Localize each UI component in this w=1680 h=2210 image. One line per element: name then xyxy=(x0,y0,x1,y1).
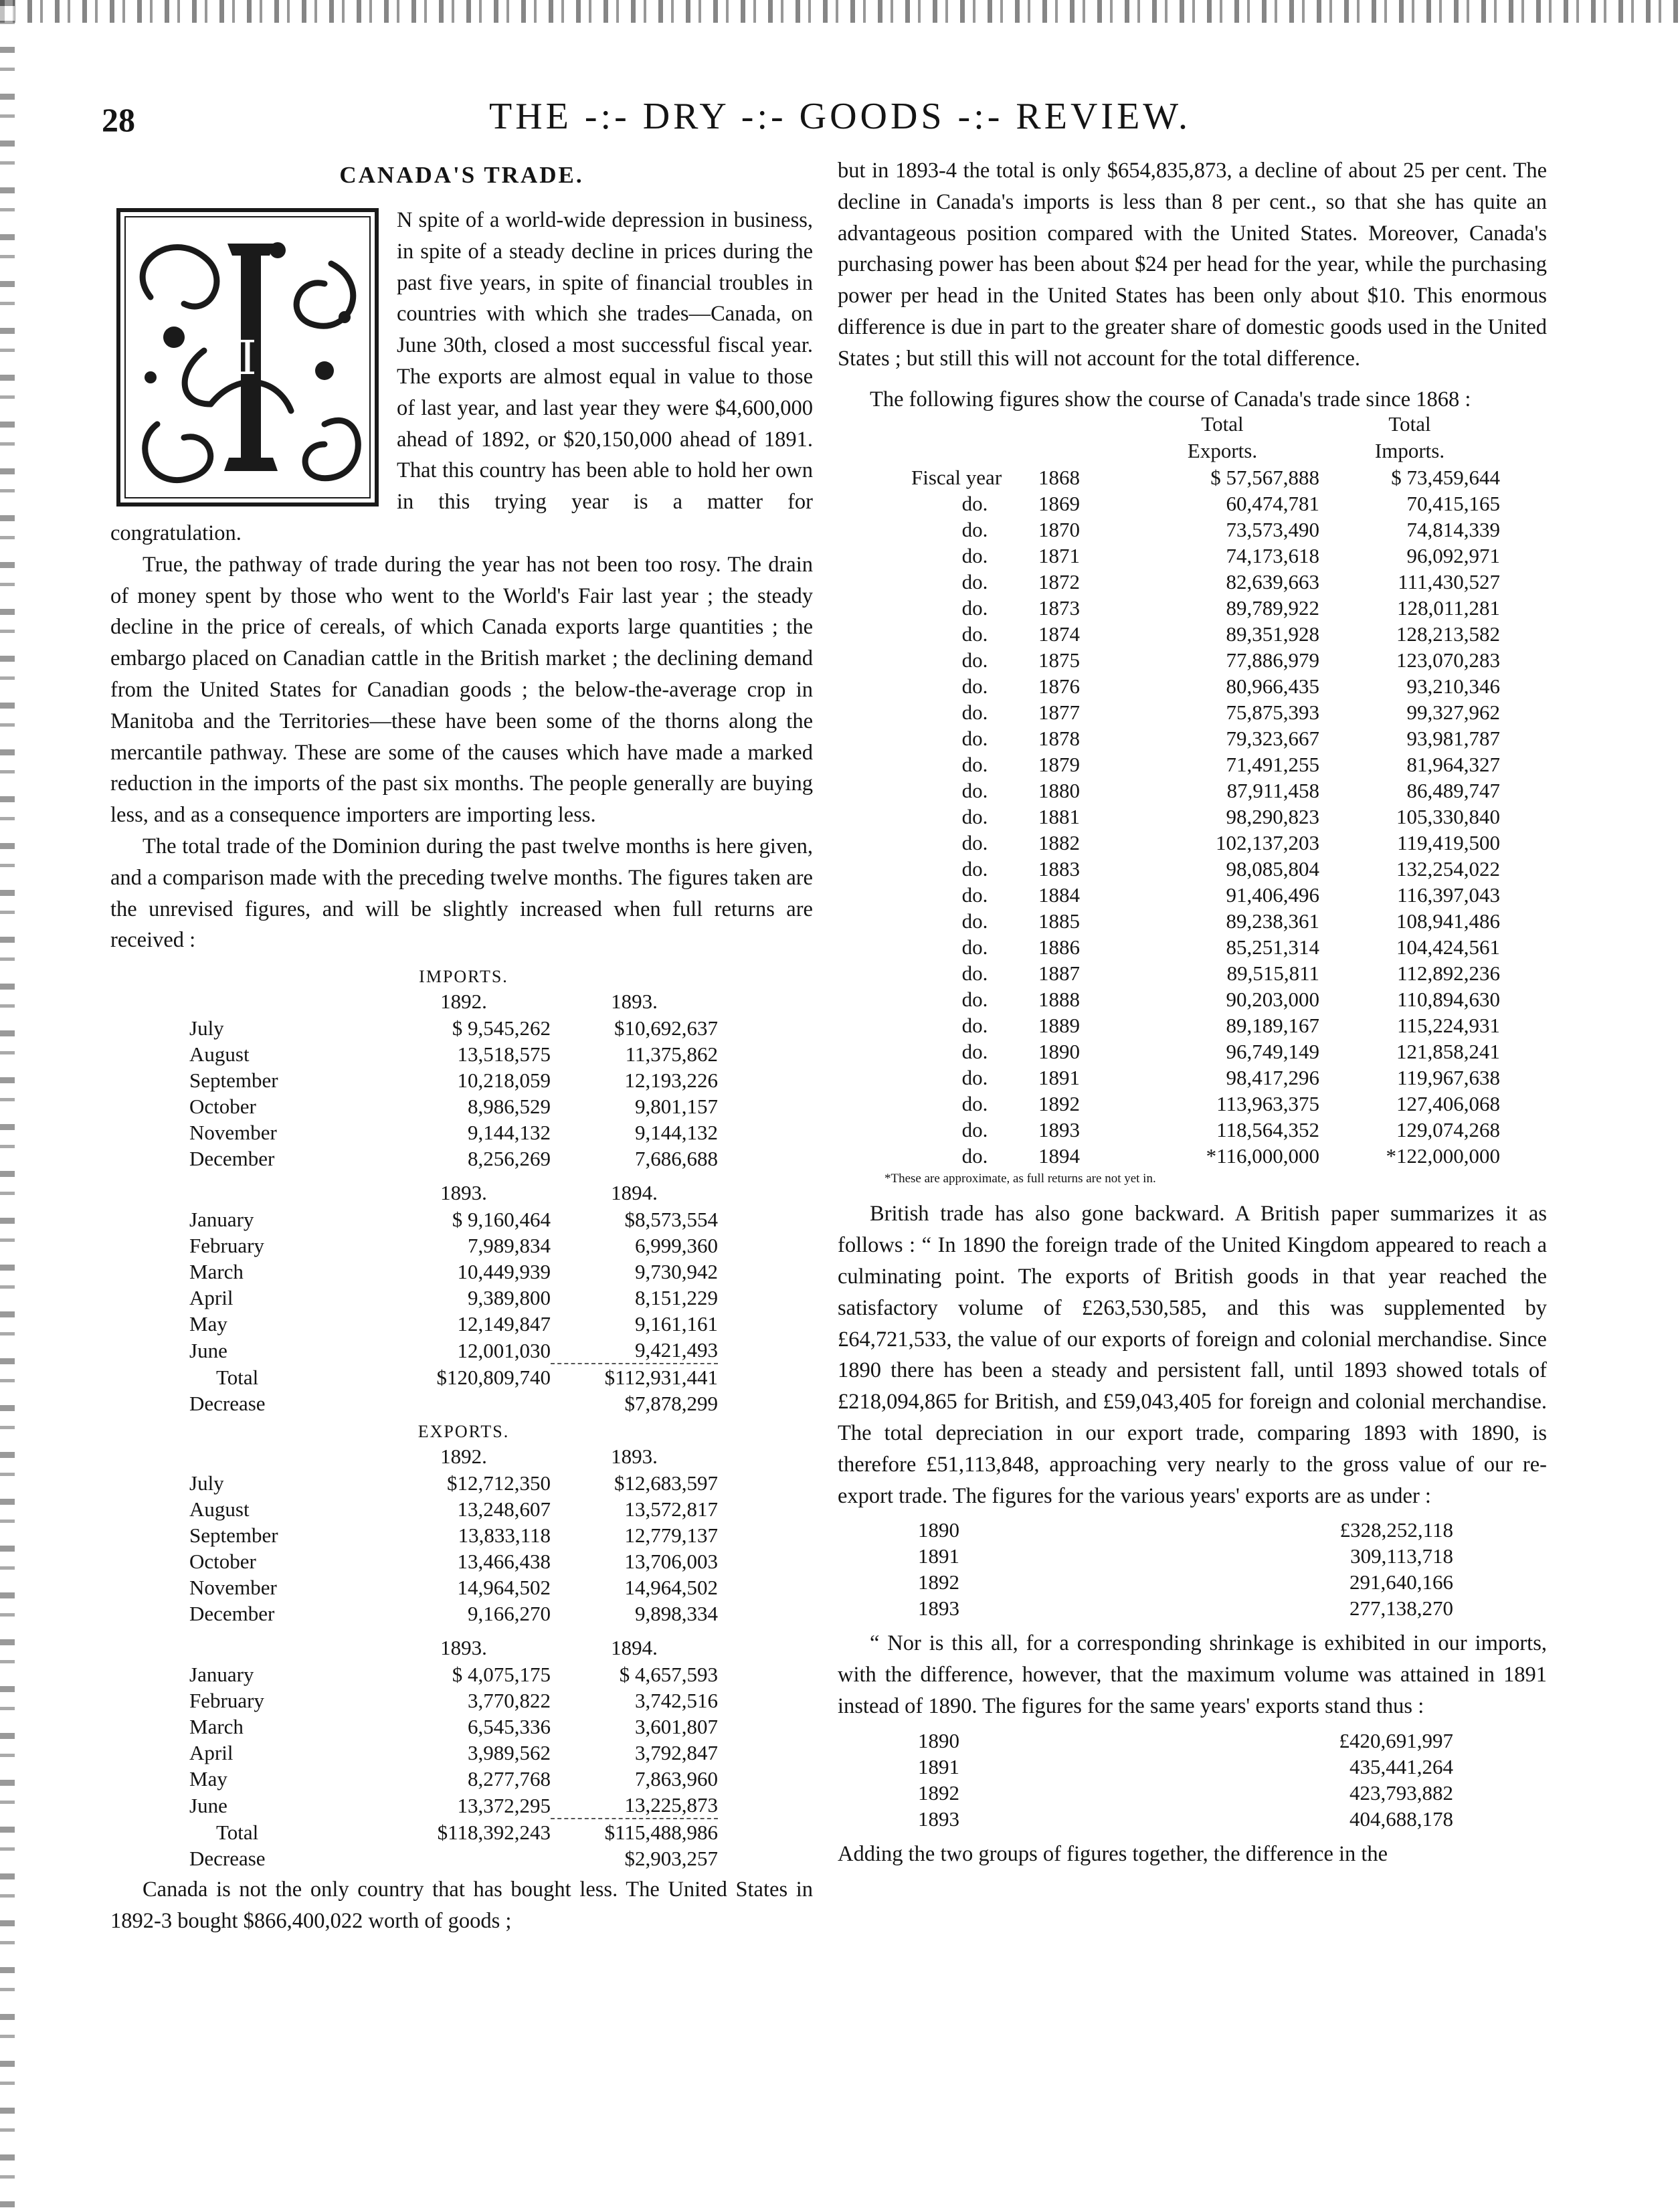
month-label: March xyxy=(189,1260,244,1284)
table-row xyxy=(189,1232,718,1259)
imports-value: 93,981,787 xyxy=(1406,727,1500,751)
table-row xyxy=(189,1093,718,1119)
table-row xyxy=(911,830,1500,856)
year-cell: 1869 xyxy=(1038,492,1080,516)
imports-value: 104,424,561 xyxy=(1396,935,1500,959)
year-label: do. xyxy=(961,1092,988,1116)
year-cell: 1877 xyxy=(1038,701,1080,725)
value-cell: 13,248,607 xyxy=(457,1497,551,1522)
year-cell: 1893 xyxy=(918,1807,959,1831)
value-cell: 9,161,161 xyxy=(635,1312,718,1336)
month-label: August xyxy=(189,1497,250,1522)
left-column xyxy=(110,155,813,1937)
table-row xyxy=(911,934,1500,960)
table-row xyxy=(918,1595,1453,1621)
value-cell: 404,688,178 xyxy=(1349,1807,1453,1831)
table-row xyxy=(911,1143,1500,1169)
exports-value: 82,639,663 xyxy=(1226,570,1319,594)
month-label: March xyxy=(189,1715,244,1739)
table-row xyxy=(911,804,1500,830)
exports-value: 89,351,928 xyxy=(1226,622,1319,646)
table-row xyxy=(911,517,1500,543)
exports-value: 90,203,000 xyxy=(1226,988,1319,1012)
paragraph-us-comparison: Canada is not the only country that has bought less. The United States in 1892-3 bought $866,400,022 worth of goods ; xyxy=(110,1877,813,1933)
value-cell: $ 4,075,175 xyxy=(452,1663,551,1687)
table-row xyxy=(189,1259,718,1285)
value-cell: 3,792,847 xyxy=(635,1741,718,1765)
imports-value: 70,415,165 xyxy=(1406,492,1500,516)
table-row xyxy=(918,1728,1453,1754)
exports-value: 85,251,314 xyxy=(1226,935,1319,959)
year-cell: 1891 xyxy=(918,1544,959,1568)
paragraph-pathway: True, the pathway of trade during the year has not been too rosy. The drain of money spent by those who went to the World's Fair last year ; the steady decline in the price of cereals, of which Canada exports large quantities ; the embargo placed on Canadian cattle in the British market ; the declining demand from the United States for Canadian goods ; the below-the-average crop in Manitoba and the Territories—these have been some of the thorns along the mercantile pathway. These are some of the causes which have made a marked reduction in the imports of the past six months. The people generally are buying less, and as a consequence importers are importing less. xyxy=(110,552,813,828)
year-label: do. xyxy=(961,1118,988,1142)
exports-heading: EXPORTS. xyxy=(417,1422,510,1442)
value-cell: 14,964,502 xyxy=(624,1576,718,1600)
svg-text:I: I xyxy=(238,331,257,385)
table-row xyxy=(189,1337,718,1364)
exports-value: 75,875,393 xyxy=(1226,701,1319,725)
month-label: May xyxy=(189,1312,227,1336)
exports-value: 98,290,823 xyxy=(1226,805,1319,829)
year-label: do. xyxy=(961,1066,988,1090)
exports-value: 118,564,352 xyxy=(1216,1118,1319,1142)
year-cell: 1886 xyxy=(1038,935,1080,959)
year-cell: 1883 xyxy=(1038,857,1080,881)
year-cell: 1894 xyxy=(1038,1144,1080,1168)
year-label: do. xyxy=(961,779,988,803)
year-label: do. xyxy=(961,518,988,542)
exports-value: 77,886,979 xyxy=(1226,648,1319,672)
masthead: THE -:- DRY -:- GOODS -:- REVIEW. xyxy=(489,96,1191,137)
table-row xyxy=(189,1792,718,1819)
value-cell: 6,545,336 xyxy=(468,1715,551,1739)
imports-value: 112,892,236 xyxy=(1397,961,1500,986)
imports-value: 74,814,339 xyxy=(1406,518,1500,542)
year-cell: 1879 xyxy=(1038,753,1080,777)
year-cell: 1890 xyxy=(1038,1040,1080,1064)
year-cell: 1893 xyxy=(918,1596,959,1621)
article-title: CANADA'S TRADE. xyxy=(339,162,584,188)
imports-decrease-row: Decrease $7,878,299 xyxy=(189,1392,718,1416)
year-label: do. xyxy=(961,753,988,777)
exports-value: 113,963,375 xyxy=(1216,1092,1319,1116)
exports-table: EXPORTS. 1892. 1893. July $12,712,350 $12,683,597 August 13,248,607 13,572,817 September 13,833,118 12,779,137 October 13,466,438 13,706,003 November 14,964,502 14,964,502 December 9,166,270 9,898,334 1893. 1894. January $ 4,075,175 $ 4,657,593 February 3,770,822 3,742,516 March 6,545,336 3,601,807 April 3,989,562 3,792,847 May 8,277,768 7,863,960 June 13,372,295 13,225,873 Total $118,392,243 $115,488,986 Decrease $2,903,257 xyxy=(189,1422,718,1871)
year-cell: 1870 xyxy=(1038,518,1080,542)
ornamental-drop-cap-illustration xyxy=(110,203,385,511)
table-row xyxy=(189,1067,718,1093)
month-label: February xyxy=(189,1234,264,1258)
page-number: 28 xyxy=(102,101,135,139)
month-label: October xyxy=(189,1550,256,1574)
year-cell: 1891 xyxy=(1038,1066,1080,1090)
year-cell: 1880 xyxy=(1038,779,1080,803)
value-cell: 10,449,939 xyxy=(457,1260,551,1284)
exports-value: 91,406,496 xyxy=(1226,883,1319,907)
exports-value: 98,417,296 xyxy=(1226,1066,1319,1090)
value-cell: 9,421,493 xyxy=(635,1338,718,1362)
year-cell: 1890 xyxy=(918,1728,959,1752)
paragraph-total-trade: The total trade of the Dominion during the past twelve months is here given, and a comparison made with the preceding twelve months. The figures taken are the unrevised figures, and will be slightly increased when full returns are received : xyxy=(110,834,813,953)
table-row xyxy=(918,1517,1453,1543)
year-cell: 1892 xyxy=(1038,1092,1080,1116)
table-row xyxy=(911,1038,1500,1065)
imports-value: 119,967,638 xyxy=(1397,1066,1500,1090)
table-row xyxy=(911,1091,1500,1117)
imports-value: 93,210,346 xyxy=(1406,674,1500,699)
year-cell: 1874 xyxy=(1038,622,1080,646)
value-cell: 3,989,562 xyxy=(468,1741,551,1765)
value-cell: 9,144,132 xyxy=(635,1121,718,1145)
year-label: do. xyxy=(961,831,988,855)
value-cell: 13,518,575 xyxy=(457,1042,551,1067)
year-label: do. xyxy=(961,883,988,907)
table-row xyxy=(189,1496,718,1522)
value-cell: 291,640,166 xyxy=(1349,1570,1453,1594)
year-cell: 1884 xyxy=(1038,883,1080,907)
imports-total-row: Total $120,809,740 $112,931,441 xyxy=(216,1366,718,1390)
table-row xyxy=(189,1661,718,1687)
exports-value: 87,911,458 xyxy=(1226,779,1319,803)
imports-value: 123,070,283 xyxy=(1396,648,1500,672)
exports-value: 89,238,361 xyxy=(1226,909,1319,933)
table-row xyxy=(189,1015,718,1041)
year-label: do. xyxy=(961,622,988,646)
paragraph-since-1868: The following figures show the course of Canada's trade since 1868 : xyxy=(870,387,1471,411)
month-label: April xyxy=(189,1741,234,1765)
value-cell: 423,793,882 xyxy=(1349,1780,1453,1805)
year-label: do. xyxy=(961,701,988,725)
value-cell: 11,375,862 xyxy=(625,1042,718,1067)
year-cell: 1885 xyxy=(1038,909,1080,933)
table-row xyxy=(911,725,1500,751)
year-label: do. xyxy=(961,805,988,829)
imports-value: 105,330,840 xyxy=(1396,805,1500,829)
year-cell: 1871 xyxy=(1038,544,1080,568)
value-cell: $ 9,545,262 xyxy=(452,1016,551,1040)
exports-value: 102,137,203 xyxy=(1216,831,1319,855)
value-cell: 7,989,834 xyxy=(468,1234,551,1258)
value-cell: 13,706,003 xyxy=(624,1550,718,1574)
right-column xyxy=(838,155,1547,1870)
value-cell: 9,144,132 xyxy=(468,1121,551,1145)
british-imports-table xyxy=(918,1728,1453,1832)
table-row xyxy=(189,1311,718,1337)
table-row xyxy=(189,1687,718,1714)
value-cell: 13,572,817 xyxy=(624,1497,718,1522)
imports-value: 127,406,068 xyxy=(1396,1092,1500,1116)
table-row xyxy=(911,882,1500,908)
table-row xyxy=(189,1522,718,1548)
exports-decrease-row: Decrease $2,903,257 xyxy=(189,1847,718,1871)
month-label: June xyxy=(189,1793,227,1817)
year-cell: 1893 xyxy=(1038,1118,1080,1142)
paragraph-intro: N spite of a world-wide depression in business, in spite of a steady decline in prices during the past five years, in spite of financial troubles in countries with which she trades—Canada, on June 30th, closed a most successful fiscal year. The exports are almost equal in value to those of last year, and last year they were $4,600,000 ahead of 1892, or $20,150,000 ahead of 1891. That this country has been able to hold her own in this trying year is a matter for congratulation. xyxy=(110,208,813,545)
table-row xyxy=(189,1041,718,1067)
month-label: May xyxy=(189,1767,227,1791)
table-row xyxy=(911,647,1500,673)
year-cell: 1892 xyxy=(918,1570,959,1594)
value-cell: 9,166,270 xyxy=(468,1602,551,1626)
month-label: September xyxy=(189,1069,278,1093)
month-label: September xyxy=(189,1524,278,1548)
value-cell: $8,573,554 xyxy=(624,1208,718,1232)
imports-value: 99,327,962 xyxy=(1406,701,1500,725)
year-cell: 1888 xyxy=(1038,988,1080,1012)
year-label: do. xyxy=(961,909,988,933)
exports-value: 71,491,255 xyxy=(1226,753,1319,777)
imports-value: 132,254,022 xyxy=(1396,857,1500,881)
month-label: August xyxy=(189,1042,250,1067)
imports-value: 110,894,630 xyxy=(1397,988,1500,1012)
month-label: July xyxy=(189,1016,224,1040)
value-cell: 13,833,118 xyxy=(458,1524,551,1548)
table-row xyxy=(189,1145,718,1172)
value-cell: 12,193,226 xyxy=(624,1069,718,1093)
value-cell: 12,779,137 xyxy=(624,1524,718,1548)
imports-value: 86,489,747 xyxy=(1406,779,1500,803)
value-cell: 3,770,822 xyxy=(468,1689,551,1713)
table-row xyxy=(911,673,1500,699)
exports-value: 74,173,618 xyxy=(1226,544,1319,568)
paragraph-british-trade: British trade has also gone backward. A British paper summarizes it as follows : “ In 1890 the foreign trade of the United Kingdom appeared to reach a culminating point. The exports of British goods in that year reached the satisfactory volume of £263,530,585, and this was supplemented by £64,721,533, the value of our exports of foreign and colonial merchandise. Since 1890 there has been a steady and persistent fall, until 1893 showed totals of £218,094,865 for British, and £59,043,405 for foreign and colonial merchandise. The total depreciation in our export trade, comparing 1893 with 1890, is therefore £51,113,848, approaching very nearly to the gross value of our re-export trade. The figures for the various years' exports are as under : xyxy=(838,1202,1547,1508)
table-row xyxy=(918,1806,1453,1832)
table-row xyxy=(911,595,1500,621)
exports-value: 80,966,435 xyxy=(1226,674,1319,699)
year-cell: 1881 xyxy=(1038,805,1080,829)
value-cell: $10,692,637 xyxy=(614,1016,718,1040)
value-cell: 277,138,270 xyxy=(1349,1596,1453,1621)
table-row xyxy=(911,751,1500,777)
table-row xyxy=(911,960,1500,986)
scan-top-edge xyxy=(0,0,1680,23)
imports-value: *122,000,000 xyxy=(1386,1144,1500,1168)
table-row xyxy=(189,1206,718,1232)
year-label: do. xyxy=(961,492,988,516)
paragraph-decline: but in 1893-4 the total is only $654,835,873, a decline of about 25 per cent. The decline in Canada's imports is less than 8 per cent., so that she has quite an advantageous position compared with the United States. Moreover, Canada's purchasing power has been about $24 per head for the year, while the purchasing power per head in the United States has been only about $10. This enormous difference is due in part to the greater share of domestic goods used in the United States ; but still this will not account for the total difference. xyxy=(838,159,1547,371)
exports-value: 89,515,811 xyxy=(1226,961,1319,986)
exports-rows-1892 xyxy=(189,1470,718,1627)
imports-value: 128,213,582 xyxy=(1396,622,1500,646)
value-cell: 13,372,295 xyxy=(457,1793,551,1817)
year-cell: 1890 xyxy=(918,1518,959,1542)
paragraph-adding-groups: Adding the two groups of figures together, the difference in the xyxy=(838,1841,1388,1866)
scan-left-edge xyxy=(0,0,15,2210)
year-label: do. xyxy=(961,727,988,751)
table-row xyxy=(918,1754,1453,1780)
month-label: February xyxy=(189,1689,264,1713)
month-label: November xyxy=(189,1121,277,1145)
imports-value: 129,074,268 xyxy=(1396,1118,1500,1142)
table-row xyxy=(189,1714,718,1740)
value-cell: 8,151,229 xyxy=(635,1286,718,1310)
table-row xyxy=(189,1285,718,1311)
value-cell: 9,801,157 xyxy=(635,1095,718,1119)
value-cell: 10,218,059 xyxy=(457,1069,551,1093)
year-cell: 1887 xyxy=(1038,961,1080,986)
value-cell: 13,225,873 xyxy=(624,1793,718,1817)
value-cell: 8,277,768 xyxy=(468,1767,551,1791)
imports-value: 121,858,241 xyxy=(1396,1040,1500,1064)
table-row xyxy=(189,1470,718,1496)
value-cell: $ 4,657,593 xyxy=(619,1663,718,1687)
exports-total-row: Total $118,392,243 $115,488,986 xyxy=(216,1821,718,1845)
year-label: do. xyxy=(961,674,988,699)
exports-rows-1893 xyxy=(189,1661,718,1819)
value-cell: £328,252,118 xyxy=(1339,1518,1453,1542)
table-row xyxy=(911,543,1500,569)
year-cell: 1882 xyxy=(1038,831,1080,855)
table-row xyxy=(911,1065,1500,1091)
imports-value: 119,419,500 xyxy=(1397,831,1500,855)
table-row xyxy=(911,908,1500,934)
value-cell: 7,863,960 xyxy=(635,1767,718,1791)
exports-value: 89,189,167 xyxy=(1226,1014,1319,1038)
table-row xyxy=(189,1574,718,1600)
canada-trade-rows xyxy=(911,464,1500,1169)
month-label: June xyxy=(189,1338,227,1362)
value-cell: 12,149,847 xyxy=(457,1312,551,1336)
british-exports-table xyxy=(918,1517,1453,1621)
table-row xyxy=(918,1543,1453,1569)
year-cell: 1878 xyxy=(1038,727,1080,751)
month-label: January xyxy=(189,1208,254,1232)
exports-value: $ 57,567,888 xyxy=(1210,466,1319,490)
value-cell: 9,730,942 xyxy=(635,1260,718,1284)
exports-value: 73,573,490 xyxy=(1226,518,1319,542)
value-cell: 7,686,688 xyxy=(635,1147,718,1171)
imports-value: 108,941,486 xyxy=(1396,909,1500,933)
month-label: November xyxy=(189,1576,277,1600)
imports-value: 111,430,527 xyxy=(1398,570,1500,594)
exports-value: 98,085,804 xyxy=(1226,857,1319,881)
canada-trade-table: Total Total Exports. Imports. Fiscal year 1868 $ 57,567,888 $ 73,459,644 do. 1869 60,474,781 70,415,165 do. 1870 73,573,490 74,814,339 do. 1871 74,173,618 96,092,971 do. 1872 82,639,663 111,430,527 do. 1873 89,789,922 128,011,281 do. 1874 89,351,928 128,213,582 do. 1875 77,886,979 123,070,283 do. 1876 80,966,435 93,210,346 do. 1877 75,875,393 99,327,962 do. 1878 79,323,667 93,981,787 do. 1879 71,491,255 81,964,327 do. 1880 87,911,458 86,489,747 do. 1881 98,290,823 105,330,840 do. 1882 102,137,203 119,419,500 do. 1883 98,085,804 132,254,022 do. 1884 91,406,496 116,397,043 do. 1885 89,238,361 108,941,486 do. 1886 85,251,314 104,424,561 do. 1887 89,515,811 112,892,236 do. 1888 90,203,000 110,894,630 do. 1889 89,189,167 115,224,931 do. 1890 96,749,149 121,858,241 do. 1891 98,417,296 119,967,638 do. 1892 113,963,375 127,406,068 do. 1893 118,564,352 129,074,268 do. 1894 *116,000,000 *122,000,000 xyxy=(911,412,1500,1168)
year-label: do. xyxy=(961,961,988,986)
table-row xyxy=(911,856,1500,882)
exports-value: 96,749,149 xyxy=(1226,1040,1319,1064)
year-cell: 1868 xyxy=(1038,466,1080,490)
imports-value: 115,224,931 xyxy=(1397,1014,1500,1038)
year-label: do. xyxy=(961,935,988,959)
month-label: April xyxy=(189,1286,234,1310)
imports-rows-1893 xyxy=(189,1206,718,1364)
table-row xyxy=(918,1569,1453,1595)
year-label: do. xyxy=(961,596,988,620)
table-row xyxy=(911,569,1500,595)
month-label: December xyxy=(189,1147,275,1171)
table-row xyxy=(911,621,1500,647)
year-label: Fiscal year xyxy=(911,466,1002,490)
imports-value: 116,397,043 xyxy=(1397,883,1500,907)
year-cell: 1875 xyxy=(1038,648,1080,672)
year-cell: 1891 xyxy=(918,1754,959,1778)
value-cell: 13,466,438 xyxy=(457,1550,551,1574)
value-cell: 8,986,529 xyxy=(468,1095,551,1119)
year-cell: 1892 xyxy=(918,1780,959,1805)
month-label: October xyxy=(189,1095,256,1119)
table-row xyxy=(189,1766,718,1792)
month-label: July xyxy=(189,1471,224,1495)
imports-heading: IMPORTS. xyxy=(419,967,508,987)
value-cell: $12,712,350 xyxy=(447,1471,551,1495)
year-cell: 1872 xyxy=(1038,570,1080,594)
table-row xyxy=(911,1117,1500,1143)
table-row xyxy=(189,1548,718,1574)
year-label: do. xyxy=(961,1144,988,1168)
year-label: do. xyxy=(961,1014,988,1038)
value-cell: 9,389,800 xyxy=(468,1286,551,1310)
month-label: December xyxy=(189,1602,275,1626)
exports-value: 89,789,922 xyxy=(1226,596,1319,620)
imports-value: $ 73,459,644 xyxy=(1391,466,1500,490)
value-cell: $12,683,597 xyxy=(614,1471,718,1495)
table-row xyxy=(911,986,1500,1012)
paragraph-imports-shrinkage: “ Nor is this all, for a corresponding shrinkage is exhibited in our imports, with the difference, however, that the maximum volume was attained in 1891 instead of 1890. The figures for the same years' exports stand thus : xyxy=(838,1631,1547,1718)
table-row xyxy=(911,699,1500,725)
table-row xyxy=(189,1119,718,1145)
value-cell: 435,441,264 xyxy=(1349,1754,1453,1778)
year-cell: 1889 xyxy=(1038,1014,1080,1038)
imports-value: 96,092,971 xyxy=(1406,544,1500,568)
value-cell: 8,256,269 xyxy=(468,1147,551,1171)
month-label: January xyxy=(189,1663,254,1687)
value-cell: 3,601,807 xyxy=(635,1715,718,1739)
year-label: do. xyxy=(961,648,988,672)
year-label: do. xyxy=(961,988,988,1012)
table-row xyxy=(911,777,1500,804)
year-label: do. xyxy=(961,857,988,881)
exports-value: *116,000,000 xyxy=(1206,1144,1319,1168)
table-row xyxy=(189,1600,718,1627)
year-label: do. xyxy=(961,544,988,568)
value-cell: 309,113,718 xyxy=(1350,1544,1453,1568)
value-cell: 9,898,334 xyxy=(635,1602,718,1626)
year-cell: 1876 xyxy=(1038,674,1080,699)
table-row xyxy=(911,464,1500,490)
value-cell: 6,999,360 xyxy=(635,1234,718,1258)
imports-value: 81,964,327 xyxy=(1406,753,1500,777)
imports-rows-1892 xyxy=(189,1015,718,1172)
table-row xyxy=(911,490,1500,517)
table-row xyxy=(189,1740,718,1766)
year-label: do. xyxy=(961,1040,988,1064)
imports-table: IMPORTS. 1892. 1893. July $ 9,545,262 $10,692,637 August 13,518,575 11,375,862 September 10,218,059 12,193,226 October 8,986,529 9,801,157 November 9,144,132 9,144,132 December 8,256,269 7,686,688 1893. 1894. January $ 9,160,464 $8,573,554 February 7,989,834 6,999,360 March 10,449,939 9,730,942 April 9,389,800 8,151,229 May 12,149,847 9,161,161 June 12,001,030 9,421,493 Total $120,809,740 $112,931,441 Decrease $7,878,299 xyxy=(189,967,718,1416)
value-cell: 14,964,502 xyxy=(457,1576,551,1600)
year-label: do. xyxy=(961,570,988,594)
imports-value: 128,011,281 xyxy=(1397,596,1500,620)
value-cell: 12,001,030 xyxy=(457,1338,551,1362)
exports-value: 60,474,781 xyxy=(1226,492,1319,516)
approximation-note: *These are approximate, as full returns are not yet in. xyxy=(884,1172,1156,1186)
value-cell: $ 9,160,464 xyxy=(452,1208,551,1232)
value-cell: £420,691,997 xyxy=(1339,1728,1453,1752)
value-cell: 3,742,516 xyxy=(635,1689,718,1713)
year-cell: 1873 xyxy=(1038,596,1080,620)
table-row xyxy=(911,1012,1500,1038)
exports-value: 79,323,667 xyxy=(1226,727,1319,751)
table-row xyxy=(918,1780,1453,1806)
